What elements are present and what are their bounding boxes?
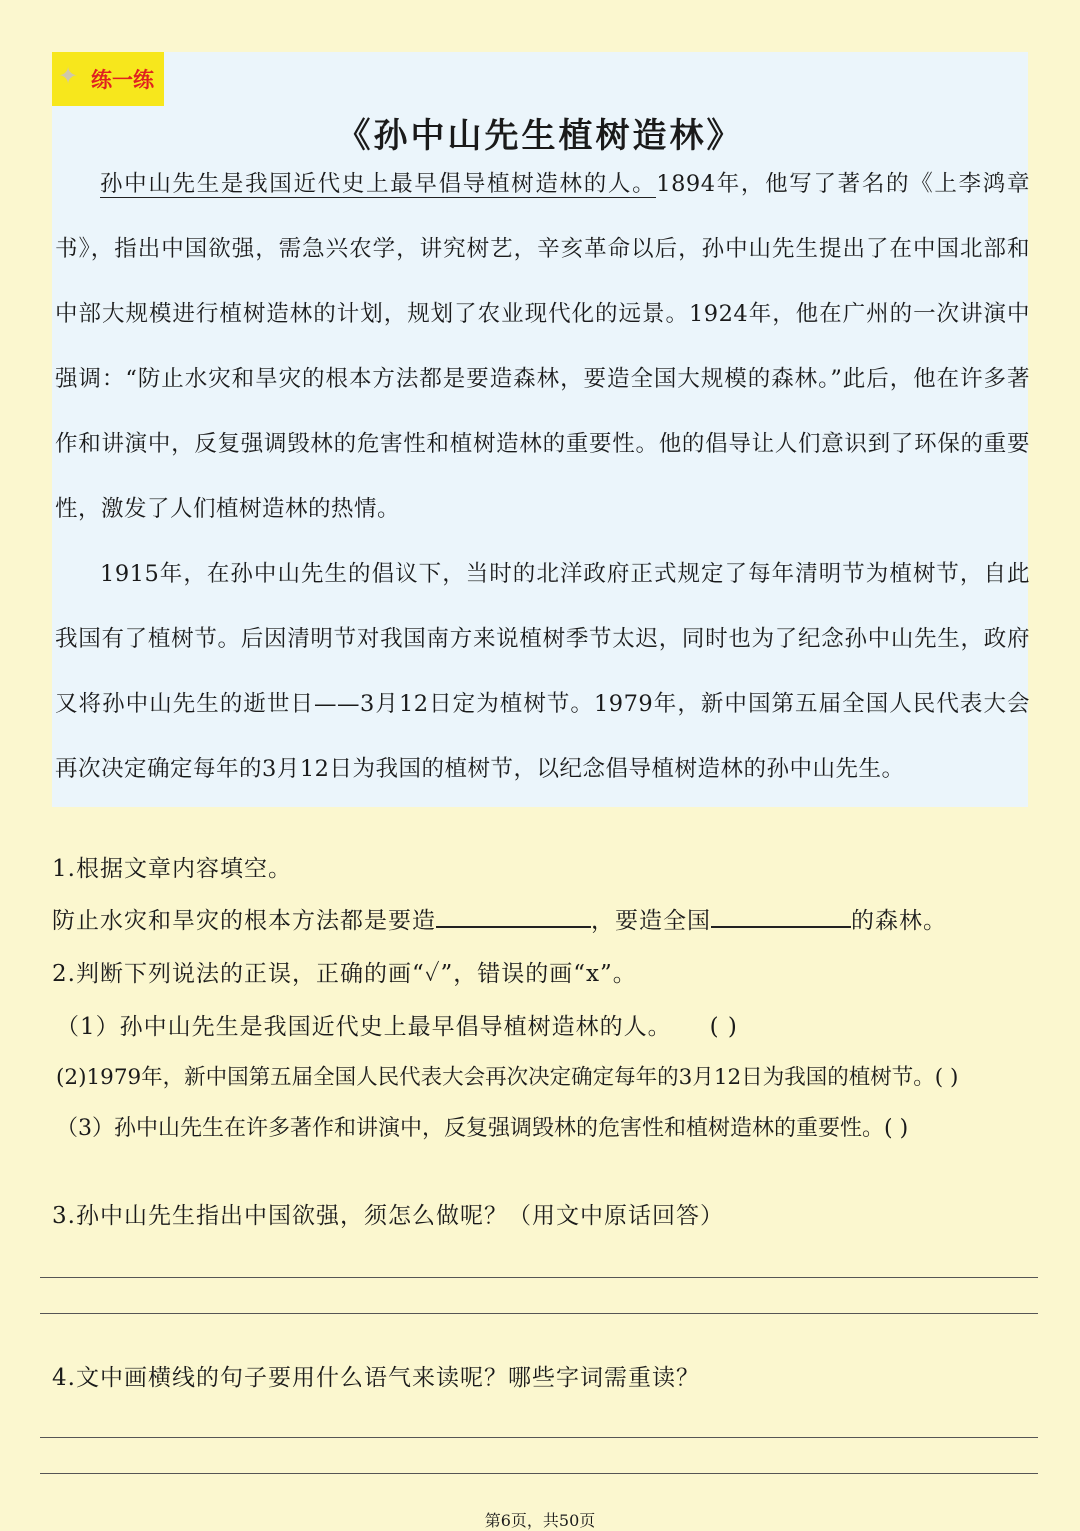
blank-1[interactable] [436, 904, 591, 928]
question-2-item-2 [56, 1060, 958, 1091]
question-4-title: 4.文中画横线的句子要用什么语气来读呢？哪些字词需重读？ [52, 1365, 700, 1391]
item-1-text: （1）孙中山先生是我国近代史上最早倡导植树造林的人。 [56, 1014, 672, 1040]
answer-paren-3[interactable]: ( ) [884, 1116, 909, 1141]
item-3-text: （3）孙中山先生在许多著作和讲演中，反复强调毁林的危害性和植树造林的重要性。 [56, 1116, 884, 1141]
badge-label: 练一练 [91, 67, 154, 92]
page-footer: 第6页，共50页 [484, 1511, 596, 1530]
question-1-fill [52, 902, 947, 935]
answer-line[interactable] [40, 1437, 1038, 1438]
practice-badge [52, 52, 164, 106]
q1-text-1: 防止水灾和旱灾的根本方法都是要造 [52, 908, 436, 934]
underlined-sentence: 孙中山先生是我国近代史上最早倡导植树造林的人。 [100, 171, 657, 197]
item-2-text: (2)1979年，新中国第五届全国人民代表大会再次决定确定每年的3月12日为我国的植树节。 [56, 1065, 935, 1090]
answer-line[interactable] [40, 1277, 1038, 1278]
answer-line[interactable] [40, 1313, 1038, 1314]
sparkle-icon: ✦ [58, 62, 79, 90]
paragraph-1 [55, 152, 1030, 542]
q1-text-3: 的森林。 [851, 908, 947, 934]
question-3-title: 3.孙中山先生指出中国欲强，须怎么做呢？（用文中原话回答） [52, 1203, 724, 1229]
passage-title: 《孙中山先生植树造林》 [336, 116, 744, 156]
question-2-title: 2.判断下列说法的正误，正确的画“✓”，错误的画“x”。 [52, 961, 637, 987]
answer-line[interactable] [40, 1473, 1038, 1474]
paragraph-1-rest: 1894年，他写了著名的《上李鸿章书》，指出中国欲强，需急兴农学，讲究树艺，辛亥革命以后，孙中山先生提出了在中国北部和中部大规模进行植树造林的计划，规划了农业现代化的远景。1924年，他在广州的一次讲演中强调：“防止水灾和旱灾的根本方法都是要造森林，要造全国大规模的森林。”此后，他在许多著作和讲演中，反复强调毁林的危害性和植树造林的重要性。他的倡导让人们意识到了环保的重要性，激发了人们植树造林的热情。 [55, 171, 1030, 522]
answer-paren-1[interactable]: ( ) [709, 1014, 738, 1040]
blank-2[interactable] [711, 904, 851, 928]
question-2-item-1 [56, 1008, 738, 1041]
passage-text [55, 152, 1030, 802]
q1-text-2: ，要造全国 [591, 908, 711, 934]
paragraph-2: 1915年，在孙中山先生的倡议下，当时的北洋政府正式规定了每年清明节为植树节，自此我国有了植树节。后因清明节对我国南方来说植树季节太迟，同时也为了纪念孙中山先生，政府又将孙中山先生的逝世日——3月12日定为植树节。1979年，新中国第五届全国人民代表大会再次决定确定每年的3月12日为我国的植树节，以纪念倡导植树造林的孙中山先生。 [55, 561, 1030, 782]
question-2-item-3 [56, 1111, 908, 1142]
question-1-title: 1.根据文章内容填空。 [52, 856, 292, 882]
answer-paren-2[interactable]: ( ) [934, 1065, 959, 1090]
